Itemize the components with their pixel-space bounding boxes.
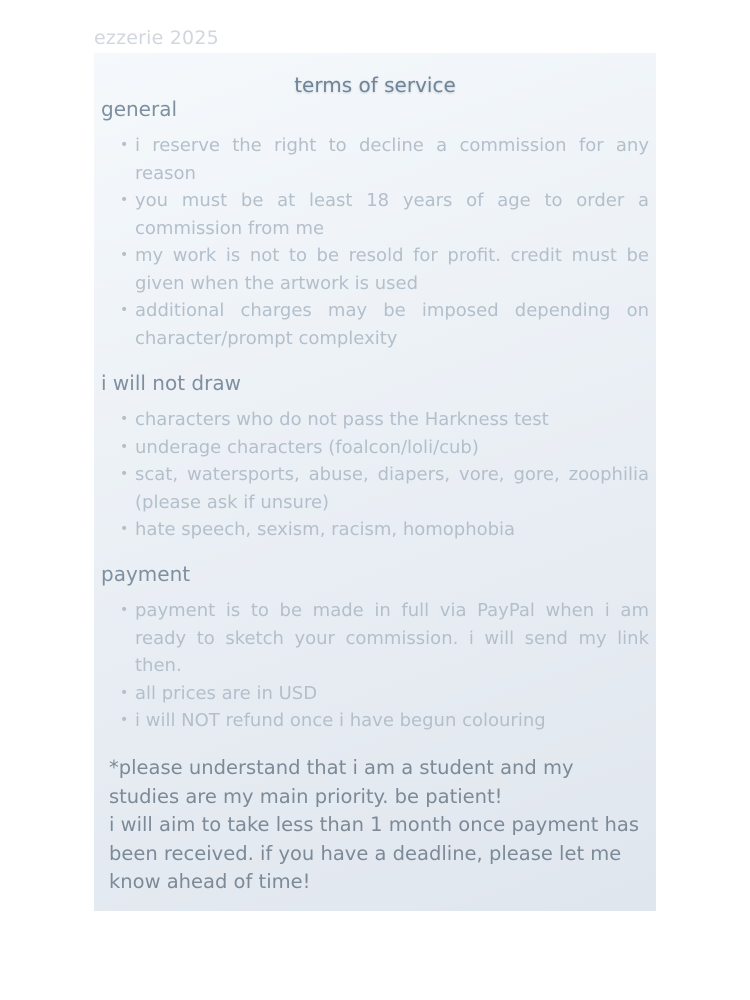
list-item: • my work is not to be resold for profit. credit must be given when the artwork is used	[94, 242, 649, 297]
watermark: ezzerie 2025	[94, 27, 219, 49]
payment-list	[94, 597, 649, 735]
note-line: i will aim to take less than 1 month once payment has been received. if you have a deadline, please let me know ahead of time!	[109, 813, 640, 893]
list-item: • scat, watersports, abuse, diapers, vore, gore, zoophilia (please ask if unsure)	[94, 461, 649, 516]
page-title: terms of service	[294, 73, 456, 97]
list-item: • underage characters (foalcon/loli/cub)	[94, 434, 649, 462]
list-item: • all prices are in USD	[94, 680, 649, 708]
list-item: • additional charges may be imposed depending on character/prompt complexity	[94, 297, 649, 352]
will-not-draw-list	[94, 406, 649, 544]
list-item: • hate speech, sexism, racism, homophobia	[94, 516, 649, 544]
list-item: • characters who do not pass the Harkness test	[94, 406, 649, 434]
note-line: *please understand that i am a student and my studies are my main priority. be patient!	[109, 756, 574, 808]
section-heading-will-not-draw: i will not draw	[101, 371, 241, 395]
general-list	[94, 132, 649, 352]
list-item: • payment is to be made in full via PayPal when i am ready to sketch your commission. i will send my link then.	[94, 597, 649, 680]
section-heading-payment: payment	[101, 562, 191, 586]
section-heading-general: general	[101, 97, 178, 121]
terms-card	[94, 53, 656, 911]
list-item: • i will NOT refund once i have begun colouring	[94, 707, 649, 735]
list-item: • you must be at least 18 years of age to order a commission from me	[94, 187, 649, 242]
student-note	[109, 754, 644, 897]
list-item: • i reserve the right to decline a commission for any reason	[94, 132, 649, 187]
